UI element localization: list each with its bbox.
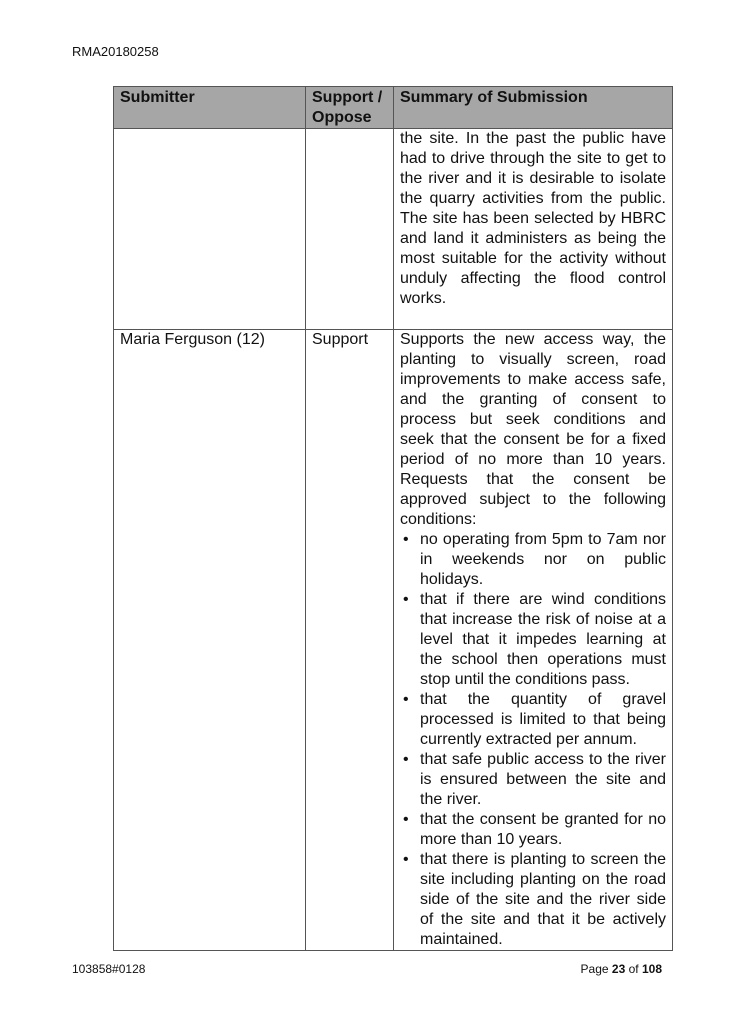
document-reference: RMA20180258 bbox=[72, 44, 159, 59]
footer-page-number bbox=[581, 962, 662, 976]
summary-cell bbox=[394, 330, 673, 951]
footer-document-id: 103858#0128 bbox=[72, 962, 146, 976]
condition-item: • that if there are wind conditions that increase the risk of noise at a level that it impedes learning at the school then operations must stop until the conditions pass. bbox=[420, 590, 666, 690]
submissions-table bbox=[113, 86, 673, 951]
condition-item: • that the quantity of gravel processed is limited to that being currently extracted per annum. bbox=[420, 690, 666, 750]
submitter-cell bbox=[114, 129, 306, 330]
condition-item: • that safe public access to the river is ensured between the site and the river. bbox=[420, 750, 666, 810]
condition-item: • that the consent be granted for no more than 10 years. bbox=[420, 810, 666, 850]
support-cell: Support bbox=[306, 330, 394, 951]
header-summary: Summary of Submission bbox=[394, 87, 673, 129]
page-total: 108 bbox=[641, 962, 662, 976]
condition-item: • that there is planting to screen the site including planting on the road side of the site and the river side of the site and that it be actively maintained. bbox=[420, 850, 666, 950]
condition-item: • no operating from 5pm to 7am nor in weekends nor on public holidays. bbox=[420, 530, 666, 590]
summary-cell: the site. In the past the public have had to drive through the site to get to the river and it is desirable to isolate the quarry activities from the public. The site has been selected by HBRC and land it administers as being the most suitable for the activity without unduly affecting the flood control works. bbox=[394, 129, 673, 330]
submitter-cell: Maria Ferguson (12) bbox=[114, 330, 306, 951]
support-cell bbox=[306, 129, 394, 330]
table-row bbox=[114, 330, 673, 951]
page-of: of bbox=[628, 962, 639, 976]
table-row bbox=[114, 129, 673, 330]
header-submitter: Submitter bbox=[114, 87, 306, 129]
header-support-oppose: Support / Oppose bbox=[306, 87, 394, 129]
table-header-row bbox=[114, 87, 673, 129]
page-current: 23 bbox=[611, 962, 626, 976]
page-label: Page bbox=[580, 962, 609, 976]
summary-text: Supports the new access way, the planting to visually screen, road improvements to make access safe, and the granting of consent to process but seek conditions and seek that the consent be for a fixed period of no more than 10 years. Requests that the consent be approved subject to the following conditions: bbox=[400, 331, 666, 528]
conditions-list bbox=[400, 530, 666, 950]
